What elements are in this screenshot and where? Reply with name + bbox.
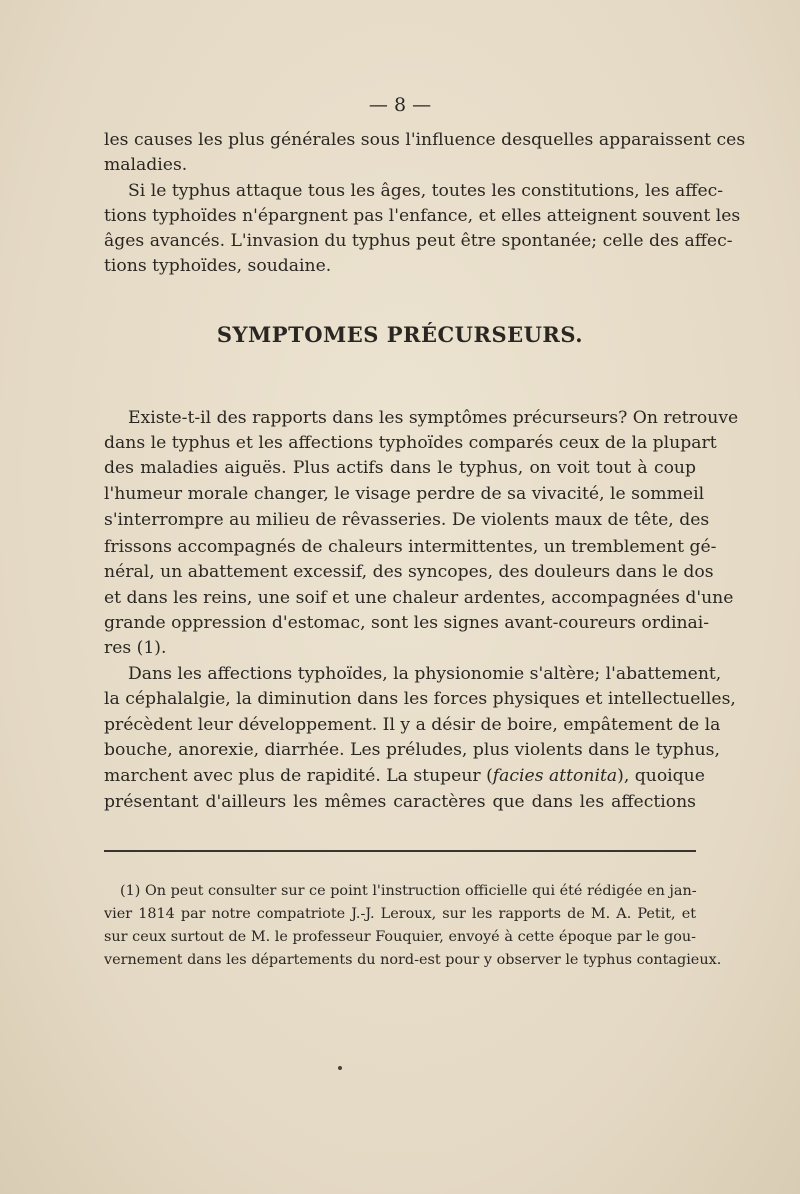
body-line: précèdent leur développement. Il y a désir de boire, empâtement de la [104, 715, 721, 735]
body-line: Existe-t-il des rapports dans les symptômes précurseurs? On retrouve [128, 408, 739, 428]
body-line: s'interrompre au milieu de rêvasseries. De violents maux de tête, des [104, 510, 710, 530]
body-line: âges avancés. L'invasion du typhus peut être spontanée; celle des affec- [104, 231, 733, 251]
footnote-line: vernement dans les départements du nord-est pour y observer le typhus contagieux. [104, 952, 722, 968]
latin-term: facies attonita [492, 766, 618, 786]
section-heading: SYMPTOMES PRÉCURSEURS. [216, 322, 584, 347]
footnote-divider [104, 850, 696, 852]
body-line [104, 763, 705, 789]
body-line: les causes les plus générales sous l'influence desquelles apparaissent ces [104, 130, 746, 150]
body-line: res (1). [104, 638, 167, 658]
body-line: Dans les affections typhoïdes, la physionomie s'altère; l'abattement, [128, 664, 722, 684]
page-number: — 8 — [368, 94, 432, 116]
body-line: présentant d'ailleurs les mêmes caractères que dans les affections [104, 792, 696, 812]
body-line: maladies. [104, 155, 188, 175]
body-line: grande oppression d'estomac, sont les signes avant-coureurs ordinai- [104, 613, 710, 633]
ink-speck [338, 1066, 342, 1070]
footnote-line: sur ceux surtout de M. le professeur Fouquier, envoyé à cette époque par le gou- [104, 929, 696, 945]
body-line: tions typhoïdes, soudaine. [104, 256, 332, 276]
body-line: des maladies aiguës. Plus actifs dans le typhus, on voit tout à coup [104, 458, 696, 478]
body-line: l'humeur morale changer, le visage perdre de sa vivacité, le sommeil [104, 484, 705, 504]
body-line: dans le typhus et les affections typhoïdes comparés ceux de la plupart [104, 433, 717, 453]
body-line: Si le typhus attaque tous les âges, toutes les constitutions, les affec- [128, 181, 724, 201]
footnote-line: vier 1814 par notre compatriote J.-J. Leroux, sur les rapports de M. A. Petit, et [104, 906, 696, 922]
text-run: ), quoique [617, 766, 705, 786]
body-line: néral, un abattement excessif, des syncopes, des douleurs dans le dos [104, 562, 714, 582]
footnote-line: (1) On peut consulter sur ce point l'instruction officielle qui été rédigée en jan- [120, 883, 697, 899]
text-run: marchent avec plus de rapidité. La stupeur ( [104, 766, 493, 786]
body-line: bouche, anorexie, diarrhée. Les préludes, plus violents dans le typhus, [104, 740, 720, 760]
body-line: tions typhoïdes n'épargnent pas l'enfance, et elles atteignent souvent les [104, 206, 741, 226]
body-line: la céphalalgie, la diminution dans les forces physiques et intellectuelles, [104, 689, 736, 709]
body-line: et dans les reins, une soif et une chaleur ardentes, accompagnées d'une [104, 588, 734, 608]
body-line: frissons accompagnés de chaleurs intermittentes, un tremblement gé- [104, 537, 717, 557]
